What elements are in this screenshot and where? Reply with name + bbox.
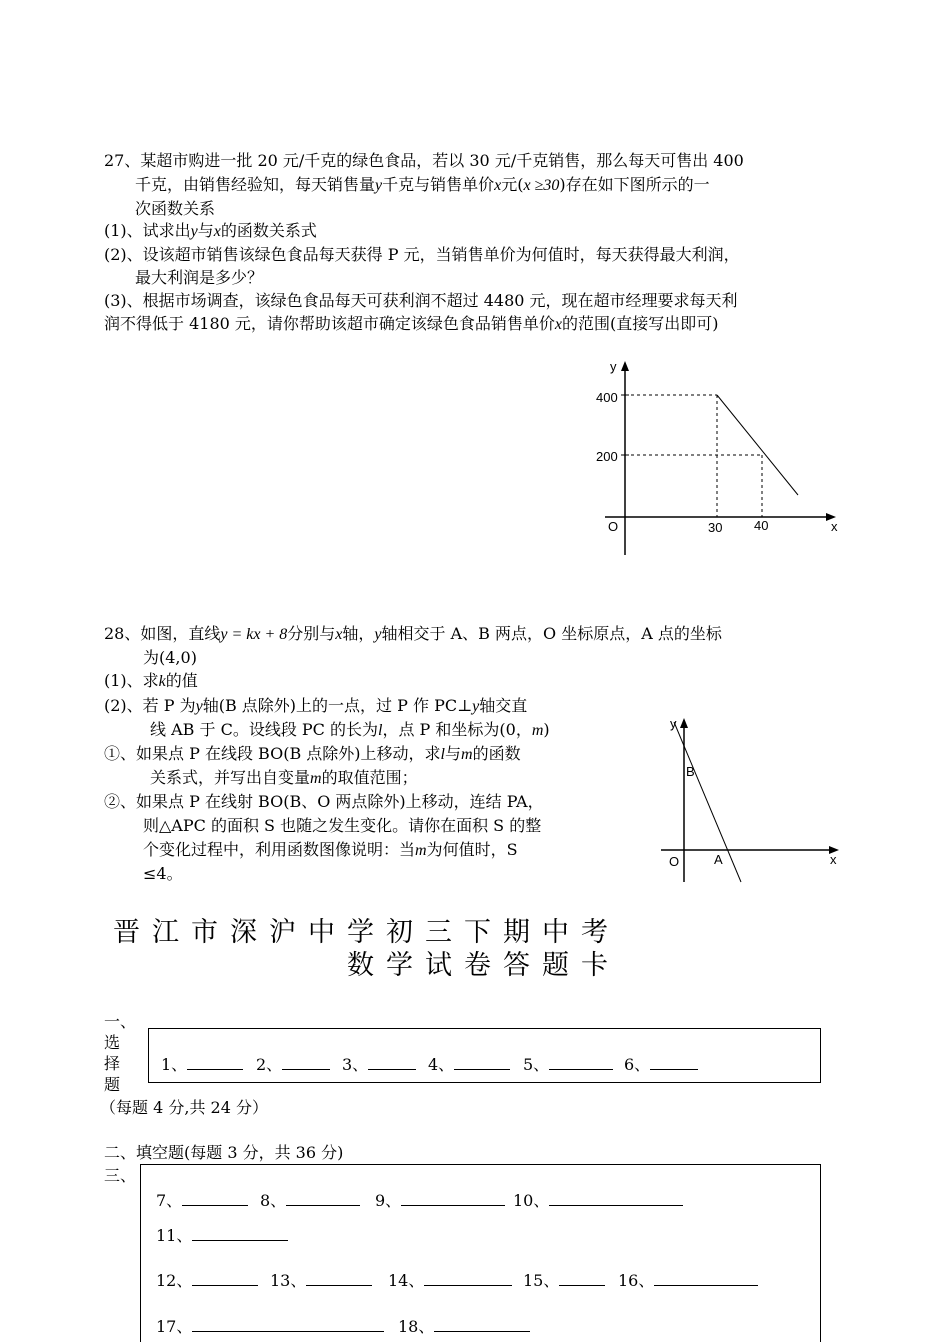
- answer-12[interactable]: [156, 1268, 258, 1291]
- answer-label: 4、: [428, 1055, 455, 1074]
- q27-line3: 次函数关系: [135, 199, 216, 218]
- q27-part3-line2: [104, 314, 719, 335]
- answer-label: 11、: [156, 1226, 193, 1245]
- y-axis-arrow: [680, 718, 688, 728]
- answer-blank[interactable]: [549, 1191, 683, 1206]
- label-40: 40: [754, 518, 769, 533]
- q28-case1-line2: [150, 768, 418, 789]
- section1-label-char: 题: [104, 1075, 121, 1094]
- answer-blank[interactable]: [559, 1271, 605, 1286]
- q28-part2-line2-c: ): [543, 720, 550, 739]
- answer-5[interactable]: [523, 1052, 613, 1075]
- q27-line2-b: 千克与销售单价: [382, 175, 495, 194]
- answer-17[interactable]: [156, 1314, 384, 1337]
- label-400: 400: [596, 390, 618, 405]
- var-y: y: [472, 698, 480, 715]
- q27-part3-b: 的范围(直接写出即可): [562, 314, 719, 333]
- answer-9[interactable]: [375, 1188, 505, 1211]
- answer-label: 7、: [156, 1191, 183, 1210]
- answer-16[interactable]: [618, 1268, 758, 1291]
- graph-q28: [655, 712, 845, 887]
- answer-blank[interactable]: [192, 1317, 384, 1332]
- q28-case2-line4: ≤4。: [143, 864, 183, 883]
- answer-blank[interactable]: [424, 1271, 512, 1286]
- answer-blank[interactable]: [282, 1055, 330, 1070]
- q28-line1-c: 轴，: [342, 624, 375, 643]
- var-m: m: [310, 770, 322, 787]
- q27-part3-a: 润不得低于 4180 元，请你帮助该超市确定该绿色食品销售单价: [104, 314, 555, 333]
- q28-case1-a: ①、如果点 P 在线段 BO(B 点除外)上移动，求: [104, 744, 441, 763]
- q28-case1: [104, 744, 521, 765]
- point-a-label: A: [714, 852, 723, 867]
- y-axis-arrow: [621, 361, 629, 371]
- y-axis-label: y: [610, 359, 617, 374]
- answer-label: 2、: [256, 1055, 283, 1074]
- q27-line2-d: )存在如下图所示的一: [559, 175, 710, 194]
- answer-1[interactable]: [161, 1052, 243, 1075]
- var-y: y: [374, 626, 382, 643]
- q27-part2-line2: 最大利润是多少？: [135, 268, 264, 287]
- answer-8[interactable]: [260, 1188, 360, 1211]
- var-y: y: [375, 177, 383, 194]
- section2-header: 二、填空题(每题 3 分，共 36 分): [104, 1143, 344, 1162]
- q28-case1-line2-a: 关系式，并写出自变量: [150, 768, 311, 787]
- card-title-line2: 数学试卷答题卡: [347, 950, 620, 981]
- answer-label: 8、: [260, 1191, 287, 1210]
- q28-case1-line2-b: 的取值范围；: [321, 768, 418, 787]
- x-axis-label: x: [830, 852, 837, 867]
- q28-part2-line2: [150, 720, 550, 741]
- card-title-line1: 晋江市深沪中学初三下期中考: [113, 917, 620, 948]
- answer-blank[interactable]: [182, 1191, 248, 1206]
- q28-part1-a: (1)、求: [104, 671, 159, 690]
- q28-line2: 为(4,0): [143, 648, 197, 667]
- q28-case2-line3-b: 为何值时，S: [426, 840, 518, 859]
- var-k: k: [158, 673, 166, 690]
- function-line: [717, 395, 798, 495]
- q28-part1-b: 的值: [165, 671, 198, 690]
- q28-line1-b: 分别与: [287, 624, 336, 643]
- section1-label-char: 一、: [104, 1012, 137, 1031]
- answer-blank[interactable]: [286, 1191, 360, 1206]
- answer-blank[interactable]: [192, 1226, 288, 1241]
- answer-blank[interactable]: [549, 1055, 613, 1070]
- answer-7[interactable]: [156, 1188, 248, 1211]
- q28-part2-b: 轴(B 点除外)上的一点，过 P 作 PC⊥: [202, 696, 473, 715]
- q28-part2-c: 轴交直: [479, 696, 528, 715]
- var-x: x: [213, 223, 221, 240]
- answer-label: 10、: [513, 1191, 550, 1210]
- graph-q27: [590, 355, 850, 565]
- answer-14[interactable]: [388, 1268, 512, 1291]
- answer-label: 9、: [375, 1191, 402, 1210]
- var-l: l: [440, 746, 445, 763]
- answer-blank[interactable]: [654, 1271, 758, 1286]
- answer-label: 6、: [624, 1055, 651, 1074]
- q27-line2: [135, 175, 710, 196]
- q28-line1-a: 28、如图，直线: [104, 624, 221, 643]
- section1-label-char: 择: [104, 1054, 121, 1073]
- answer-15[interactable]: [523, 1268, 605, 1291]
- section2-label: 三、: [104, 1166, 137, 1185]
- answer-label: 5、: [523, 1055, 550, 1074]
- answer-label: 17、: [156, 1317, 193, 1336]
- q27-part1-c: 的函数关系式: [220, 221, 317, 240]
- q27-part1-a: (1)、试求出: [104, 221, 191, 240]
- section1-label-char: 选: [104, 1033, 121, 1052]
- answer-blank[interactable]: [306, 1271, 372, 1286]
- answer-blank[interactable]: [454, 1055, 510, 1070]
- q27-line1: 27、某超市购进一批 20 元/千克的绿色食品，若以 30 元/千克销售，那么每天可售出 400: [104, 151, 744, 170]
- y-axis-label: y: [670, 716, 677, 731]
- q28-case2-line3-a: 个变化过程中，利用函数图像说明：当: [143, 840, 416, 859]
- answer-blank[interactable]: [368, 1055, 416, 1070]
- q28-part2-line2-b: ，点 P 和坐标为(0，: [382, 720, 532, 739]
- answer-11[interactable]: [156, 1223, 288, 1246]
- answer-label: 14、: [388, 1271, 425, 1290]
- var-x: x: [554, 316, 563, 333]
- var-x: x: [335, 626, 343, 643]
- answer-18[interactable]: [398, 1314, 530, 1337]
- answer-label: 1、: [161, 1055, 188, 1074]
- answer-label: 3、: [342, 1055, 369, 1074]
- label-200: 200: [596, 449, 618, 464]
- origin-label: O: [669, 854, 680, 869]
- var-x: x: [494, 177, 502, 194]
- answer-label: 13、: [270, 1271, 307, 1290]
- point-b-label: B: [686, 764, 695, 779]
- answer-label: 18、: [398, 1317, 435, 1336]
- var-y: y: [190, 223, 198, 240]
- x-axis-label: x: [831, 519, 838, 534]
- q27-part1-b: 与: [197, 221, 214, 240]
- answer-3[interactable]: [342, 1052, 416, 1075]
- label-30: 30: [708, 520, 723, 535]
- answer-label: 16、: [618, 1271, 655, 1290]
- answer-blank[interactable]: [192, 1271, 258, 1286]
- var-m: m: [461, 746, 473, 763]
- q28-part2-a: (2)、若 P 为: [104, 696, 196, 715]
- var-m: m: [415, 842, 427, 859]
- answer-label: 12、: [156, 1271, 193, 1290]
- var-l: l: [378, 722, 383, 739]
- q28-part2-line2-a: 线 AB 于 C。设线段 PC 的长为: [150, 720, 378, 739]
- q28-case1-c: 的函数: [472, 744, 521, 763]
- line-equation: y = kx + 8: [220, 626, 288, 643]
- answer-6[interactable]: [624, 1052, 698, 1075]
- answer-4[interactable]: [428, 1052, 510, 1075]
- answer-2[interactable]: [256, 1052, 330, 1075]
- answer-label: 15、: [523, 1271, 560, 1290]
- q28-part1: [104, 671, 198, 692]
- answer-blank[interactable]: [401, 1191, 505, 1206]
- condition-x-ge-30: x ≥30: [523, 177, 560, 194]
- section1-note: （每题 4 分,共 24 分）: [100, 1098, 268, 1117]
- q27-line2-c: 元(: [501, 175, 524, 194]
- q28-part2: [104, 696, 527, 717]
- q27-part2: (2)、设该超市销售该绿色食品每天获得 P 元，当销售单价为何值时，每天获得最大利润，: [104, 245, 740, 264]
- origin-label: O: [608, 519, 619, 534]
- answer-blank[interactable]: [434, 1317, 530, 1332]
- answer-13[interactable]: [270, 1268, 372, 1291]
- q27-line2-a: 千克，由销售经验知，每天销售量: [135, 175, 376, 194]
- answer-10[interactable]: [513, 1188, 683, 1211]
- q28-case2-line1: ②、如果点 P 在线射 BO(B、O 两点除外)上移动，连结 PA，: [104, 792, 544, 811]
- answer-blank[interactable]: [650, 1055, 698, 1070]
- q28-case2-line3: [143, 840, 518, 861]
- q27-part1: [104, 221, 317, 242]
- q28-case1-b: 与: [444, 744, 461, 763]
- var-y: y: [195, 698, 203, 715]
- q27-part3: (3)、根据市场调查，该绿色食品每天可获利润不超过 4480 元，现在超市经理要求每天利: [104, 291, 738, 310]
- q28-line1-d: 轴相交于 A、B 两点，O 坐标原点，A 点的坐标: [381, 624, 722, 643]
- answer-blank[interactable]: [187, 1055, 243, 1070]
- var-m: m: [531, 722, 544, 739]
- q28-case2-line2: 则△APC 的面积 S 也随之发生变化。请你在面积 S 的整: [143, 816, 542, 835]
- q28-line1: [104, 624, 722, 645]
